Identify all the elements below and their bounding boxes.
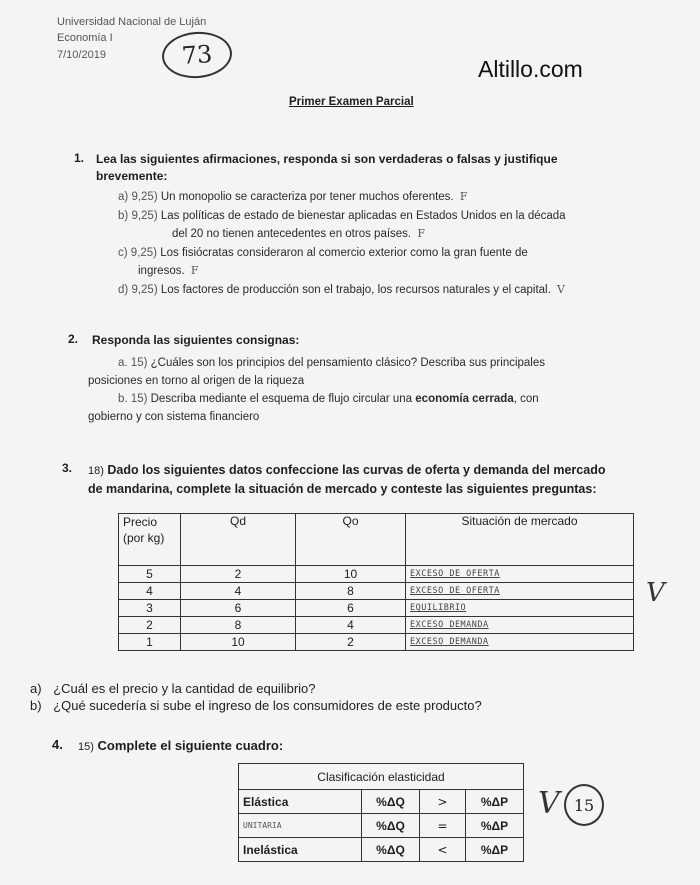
pct-q-cell: %ΔQ [362, 838, 420, 862]
situation-cell: EXCESO DE OFERTA [406, 566, 634, 583]
table-row [119, 583, 634, 600]
q4-check-mark: V [538, 786, 560, 821]
situation-cell: EXCESO DE OFERTA [406, 583, 634, 600]
q2-item-a-points: 15) [130, 357, 148, 369]
qd-cell: 10 [181, 634, 296, 651]
col-header-price: Precio (por kg) [119, 514, 181, 566]
q1-item-a-text: Un monopolio se caracteriza por tener muchos oferentes. [160, 191, 454, 203]
q3-question-b [30, 697, 482, 714]
qd-cell: 8 [181, 617, 296, 634]
q3-number: 3. [62, 461, 73, 475]
q1-item-a [118, 188, 678, 206]
qo-cell: 2 [296, 634, 406, 651]
q1-prompt-line2: brevemente: [96, 169, 168, 183]
market-table-header [119, 514, 634, 566]
q1-item-b-answer: F [417, 227, 425, 240]
class-cell: Inelástica [239, 838, 362, 862]
q1-prompt-line1: Lea las siguientes afirmaciones, responda si son verdaderas o falsas y justifique [96, 152, 558, 166]
q2-prompt: Responda las siguientes consignas: [92, 333, 300, 347]
grade-circle: 73 [160, 30, 233, 81]
q3-question-a-text: ¿Cuál es el precio y la cantidad de equilibrio? [53, 681, 316, 696]
q2-item-b-text-pre: Describa mediante el esquema de flujo circular una [150, 393, 413, 405]
q1-item-d [118, 281, 688, 299]
university-name: Universidad Nacional de Luján [57, 16, 207, 28]
class-cell: Elástica [239, 790, 362, 814]
q2-item-a-label: a. [118, 357, 128, 369]
q2-item-a [88, 354, 668, 390]
q3-question-a-label: a) [30, 681, 42, 696]
q4-grade-circle: 15 [564, 784, 604, 826]
pct-q-cell: %ΔQ [362, 814, 420, 838]
q2-item-b-text-post: , con [513, 393, 539, 405]
market-table [118, 513, 634, 651]
q1-item-a-label: a) [118, 191, 129, 203]
comparison-cell: < [420, 838, 466, 862]
comparison-cell: > [420, 790, 466, 814]
q2-item-b-text2: gobierno y con sistema financiero [88, 411, 260, 423]
q2-number: 2. [68, 332, 79, 346]
qd-cell: 6 [181, 600, 296, 617]
q1-item-b-points: 9,25) [131, 210, 158, 222]
q3-points: 18) [88, 465, 104, 477]
q4-prompt [78, 737, 283, 756]
watermark-text: Altillo.com [478, 56, 583, 82]
q1-item-b-label: b) [118, 210, 129, 222]
exam-date: 7/10/2019 [57, 49, 106, 61]
col-header-qd: Qd [181, 514, 296, 566]
price-cell: 3 [119, 600, 181, 617]
q4-prompt-text: Complete el siguiente cuadro: [97, 738, 284, 753]
q4-points: 15) [78, 741, 94, 753]
pct-q-cell: %ΔQ [362, 790, 420, 814]
qo-cell: 10 [296, 566, 406, 583]
exam-title: Primer Examen Parcial [289, 96, 414, 108]
q1-item-b-text: Las políticas de estado de bienestar aplicadas en Estados Unidos en la década [160, 210, 566, 222]
q3-question-b-text: ¿Qué sucedería si sube el ingreso de los consumidores de este producto? [53, 698, 482, 713]
q3-question-b-label: b) [30, 698, 42, 713]
price-cell: 5 [119, 566, 181, 583]
elasticity-header-row [239, 764, 524, 790]
pct-p-cell: %ΔP [466, 790, 524, 814]
pct-p-cell: %ΔP [466, 838, 524, 862]
table-row [119, 617, 634, 634]
q1-item-d-points: 9,25) [131, 284, 158, 296]
q1-item-a-answer: F [459, 190, 468, 203]
qo-cell: 4 [296, 617, 406, 634]
q2-item-b [88, 390, 668, 426]
price-cell: 1 [119, 634, 181, 651]
q1-number: 1. [74, 151, 85, 165]
col-header-situation: Situación de mercado [406, 514, 634, 566]
q1-item-d-answer: V [557, 283, 565, 296]
elasticity-header: Clasificación elasticidad [239, 764, 524, 790]
q1-item-c-answer: F [190, 264, 199, 277]
q1-item-a-points: 9,25) [131, 191, 158, 203]
table-row [239, 814, 524, 838]
q3-check-mark: V [646, 578, 665, 608]
q2-item-b-text-bold: economía cerrada [415, 393, 514, 405]
elasticity-table [238, 763, 524, 862]
price-cell: 4 [119, 583, 181, 600]
table-row [239, 838, 524, 862]
q4-number: 4. [52, 737, 63, 752]
situation-cell: EXCESO DEMANDA [406, 617, 634, 634]
situation-cell: EXCESO DEMANDA [406, 634, 634, 651]
q1-prompt [96, 151, 656, 185]
table-row [119, 566, 634, 583]
q2-item-a-text2: posiciones en torno al origen de la riqueza [88, 375, 305, 387]
q1-item-c-label: c) [118, 247, 128, 259]
q1-item-c [118, 244, 678, 280]
q2-item-b-label: b. [118, 393, 128, 405]
col-header-qo: Qo [296, 514, 406, 566]
table-row [119, 634, 634, 651]
q1-item-b [118, 207, 678, 243]
q2-item-a-text: ¿Cuáles son los principios del pensamiento clásico? Describa sus principales [150, 357, 546, 369]
qo-cell: 8 [296, 583, 406, 600]
q1-item-c-text: Los fisiócratas consideraron al comercio exterior como la gran fuente de [160, 247, 528, 259]
q1-item-d-text: Los factores de producción son el trabajo, los recursos naturales y el capital. [160, 284, 551, 296]
pct-p-cell: %ΔP [466, 814, 524, 838]
course-name: Economía I [57, 32, 113, 44]
qd-cell: 4 [181, 583, 296, 600]
q1-item-b-text2: del 20 no tienen antecedentes en otros países. [172, 228, 412, 240]
table-row [119, 600, 634, 617]
comparison-cell: = [420, 814, 466, 838]
q3-question-a [30, 680, 316, 697]
price-cell: 2 [119, 617, 181, 634]
q1-item-d-label: d) [118, 284, 129, 296]
q3-prompt-line2: de mandarina, complete la situación de mercado y conteste las siguientes preguntas: [88, 482, 597, 496]
class-cell: UNITARIA [239, 814, 362, 838]
qo-cell: 6 [296, 600, 406, 617]
q3-prompt [88, 461, 700, 498]
q2-item-b-points: 15) [130, 393, 148, 405]
q3-prompt-line1: Dado los siguientes datos confeccione las curvas de oferta y demanda del mercado [107, 463, 606, 477]
q1-item-c-points: 9,25) [130, 247, 158, 259]
situation-cell: EQUILIBRIO [406, 600, 634, 617]
table-row [239, 790, 524, 814]
qd-cell: 2 [181, 566, 296, 583]
q1-item-c-text2: ingresos. [138, 265, 185, 277]
